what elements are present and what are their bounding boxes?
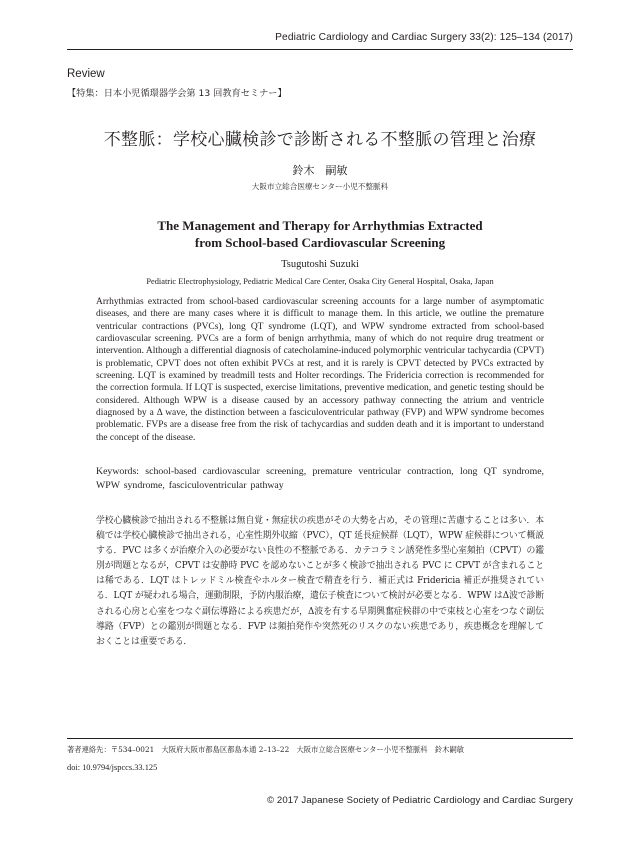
special-issue-label: 【特集：日本小児循環器学会第 13 回教育セミナー】 [67,88,287,99]
title-english-line-2: from School-based Cardiovascular Screening [194,235,446,250]
copyright-notice: © 2017 Japanese Society of Pediatric Cardiology and Cardiac Surgery [266,795,573,806]
affiliation-japanese: 大阪市立総合医療センター小児不整脈科 [251,182,389,191]
author-japanese: 鈴木 嗣敏 [292,164,348,177]
section-label: Review [67,68,105,80]
header-rule [67,49,573,50]
doi-link[interactable]: doi: 10.9794/jspccs.33.125 [67,763,158,772]
affiliation-english: Pediatric Electrophysiology, Pediatric Medical Care Center, Osaka City General Hospital, Osaka, Japan [146,277,494,286]
author-contact: 著者連絡先：〒534–0021 大阪府大阪市都島区都島本通 2–13–22 大阪市立総合医療センター小児不整脈科 鈴木嗣敏 [67,745,465,754]
abstract-japanese: 学校心臓検診で抽出される不整脈は無自覚・無症状の疾患がその大勢を占め，その管理に苦慮することは多い．本稿では学校心臓検診で抽出される，心室性期外収縮（PVC），QT 延長症候群（LQT），WPW 症候群について概説する．PVC は多くが治療介入の必要がない良性の不整脈である．カテコラミン誘発性多型心室頻拍（CPVT）の鑑別が問題となるが，CPVT は安静時 PVC を認めないことが多く検診で抽出される PVC に CPVT が含まれることは稀である．LQT はトレッドミル検査やホルター検査で精査を行う．補正式は Fridericia 補正が推奨されている．LQT が疑われる場合，運動制限，予防内服治療，遺伝子検査について検討が必要となる．WPW はΔ波で診断される心房と心室をつなぐ副伝導路による疾患だが，Δ波を有する早期興奮症候群の中で束枝と心室をつなぐ副伝導路（FVP）との鑑別が問題となる．FVP は頻拍発作や突然死のリスクのない疾患であり，疾患概念を理解しておくことは重要である． [96,516,544,647]
title-english-line-1: The Management and Therapy for Arrhythmias Extracted [157,218,483,233]
keywords: Keywords: school-based cardiovascular screening, premature ventricular contraction, long QT syndrome, WPW syndrome, fasciculoventricular pathway [96,466,544,492]
journal-citation: Pediatric Cardiology and Cardiac Surgery 33(2): 125–134 (2017) [275,32,573,43]
title-japanese: 不整脈：学校心臓検診で診断される不整脈の管理と治療 [103,130,537,150]
abstract-english: Arrhythmias extracted from school-based cardiovascular screening accounts for a large number of asymptomatic diseases, and there are many cases where it is difficult to manage them. In this article, we outline the premature ventricular contractions (PVCs), long QT syndrome (LQT), and WPW syndrome extracted from school-based cardiovascular screening. PVCs are a form of benign arrhythmia, many of which do not require drug treatment or intervention. Although a differential diagnosis of catecholamine-induced polymorphic ventricular tachycardia (CPVT) is problematic, CPVT does not often exhibit PVCs at rest, and it is rarely is CPVT detected by PVCs extracted by screening. LQT is examined by treadmill tests and Holter recordings. The Fridericia correction is recommended for the correction formula. If LQT is suspected, exercise limitations, preventive medication, and genetic testing should be considered. Although WPW is a disease caused by an accessory pathway connecting the atrium and ventricle diagnosed by a Δ wave, the distinction between a fasciculoventricular pathway (FVP) and WPW syndrome becomes problematic. FVPs are a disease free from the risk of tachycardias and sudden death and it is important to understand the concept of the disease. [96,297,544,443]
footnote-rule [67,738,573,739]
author-english: Tsugutoshi Suzuki [281,259,359,270]
title-english [0,217,640,251]
